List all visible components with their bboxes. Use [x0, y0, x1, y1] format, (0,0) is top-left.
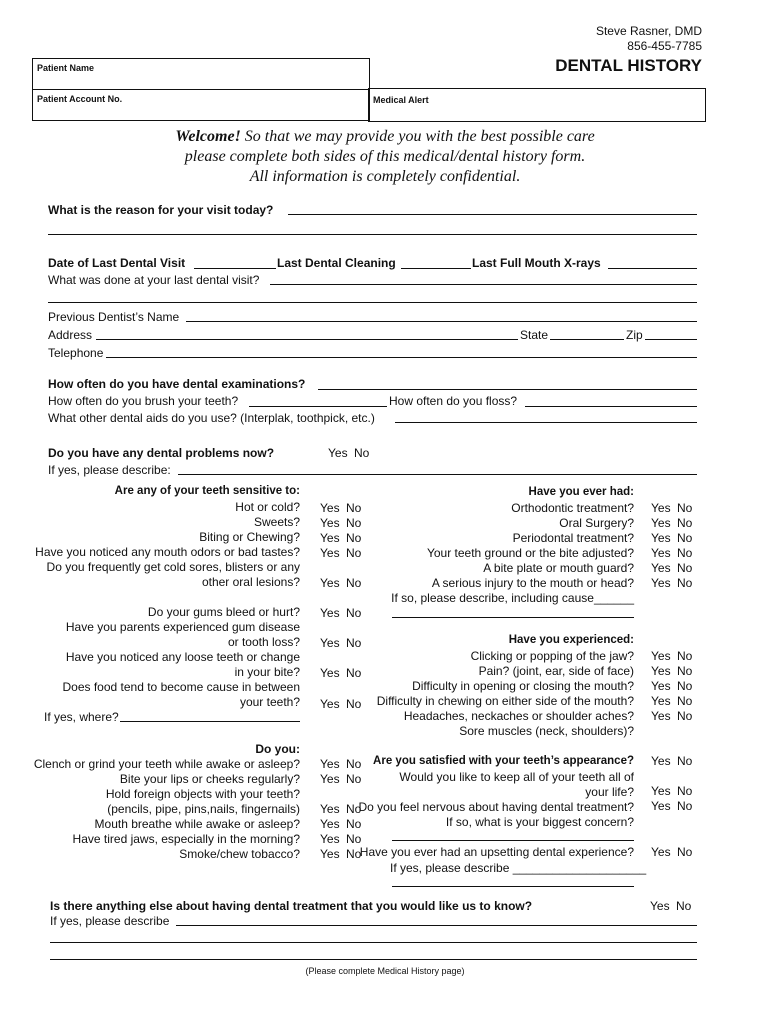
keep-yes[interactable]: Yes: [651, 784, 671, 798]
gums-no[interactable]: No: [346, 606, 362, 620]
address-line[interactable]: [96, 339, 518, 340]
perio-label: Periodontal treatment?: [512, 531, 634, 545]
welcome-text-1: So that we may provide you with the best possible care: [244, 128, 595, 145]
clench-no[interactable]: No: [346, 757, 362, 771]
loose-label-2: in your bite?: [234, 665, 300, 679]
concern-line[interactable]: [392, 840, 634, 841]
perio-no[interactable]: No: [677, 531, 693, 545]
upsetting-yes-no[interactable]: [651, 845, 703, 859]
injury-label: A serious injury to the mouth or head?: [431, 576, 634, 590]
brush-label: How often do you brush your teeth?: [48, 394, 239, 408]
food-yes[interactable]: Yes: [320, 697, 340, 711]
final-describe-line-1[interactable]: [176, 925, 697, 926]
experienced-title: Have you experienced:: [508, 634, 634, 646]
pain-no[interactable]: No: [677, 664, 693, 678]
patient-account-field[interactable]: [32, 88, 370, 121]
clicking-label: Clicking or popping of the jaw?: [470, 649, 634, 663]
breathe-yes-no[interactable]: [320, 817, 372, 831]
cause-line[interactable]: [392, 617, 634, 618]
bite-lips-label: Bite your lips or cheeks regularly?: [119, 772, 300, 786]
loose-yes-no[interactable]: [320, 666, 372, 680]
form-title: DENTAL HISTORY: [555, 56, 702, 75]
headaches-no[interactable]: No: [677, 709, 693, 723]
surgery-yes-no[interactable]: [651, 516, 703, 530]
gums-yes-no[interactable]: [320, 606, 372, 620]
nervous-label: Do you feel nervous about having dental treatment?: [358, 800, 634, 814]
hot-cold-yes[interactable]: Yes: [320, 501, 340, 515]
aids-line[interactable]: [395, 422, 697, 423]
had-title: Have you ever had:: [528, 486, 634, 498]
problems-no[interactable]: No: [354, 446, 370, 460]
foreign-no[interactable]: No: [346, 802, 362, 816]
doyou-title: Do you:: [255, 742, 300, 756]
ortho-no[interactable]: No: [677, 501, 693, 515]
odors-yes-no[interactable]: [320, 546, 372, 560]
guard-label: A bite plate or mouth guard?: [483, 561, 634, 575]
final-describe-line-2[interactable]: [50, 942, 697, 943]
headaches-yes[interactable]: Yes: [651, 709, 671, 723]
reason-label: What is the reason for your visit today?: [48, 203, 274, 217]
opening-yes[interactable]: Yes: [651, 679, 671, 693]
biting-label: Biting or Chewing?: [199, 530, 300, 544]
keep-label-2: your life?: [585, 785, 634, 799]
hot-cold-no[interactable]: No: [346, 501, 362, 515]
telephone-label: Telephone: [48, 346, 104, 360]
ground-yes[interactable]: Yes: [651, 546, 671, 560]
keep-no[interactable]: No: [677, 784, 693, 798]
gums-label: Do your gums bleed or hurt?: [147, 605, 300, 619]
patient-name-label: Patient Name: [37, 63, 95, 73]
smoke-no[interactable]: No: [346, 847, 362, 861]
concern-label: If so, what is your biggest concern?: [445, 815, 634, 829]
final-question-label: Is there anything else about having dental treatment that you would like us to know?: [50, 899, 533, 913]
tired-yes-no[interactable]: [320, 832, 372, 846]
opening-yes-no[interactable]: [651, 679, 703, 693]
exams-line[interactable]: [318, 389, 697, 390]
medical-alert-field[interactable]: [368, 88, 706, 122]
loose-label-1: Have you noticed any loose teeth or change: [65, 650, 300, 664]
tired-no[interactable]: No: [346, 832, 362, 846]
final-describe-line-3[interactable]: [50, 959, 697, 960]
injury-no[interactable]: No: [677, 576, 693, 590]
hot-cold-label: Hot or cold?: [235, 500, 300, 514]
chewing-label: Difficulty in chewing on either side of the mouth?: [376, 694, 634, 708]
reason-line-1[interactable]: [288, 214, 697, 215]
final-yes-no[interactable]: [650, 899, 702, 913]
food-label-2: your teeth?: [239, 695, 300, 709]
welcome-line-2: please complete both sides of this medical/dental history form.: [184, 148, 586, 165]
loose-no[interactable]: No: [346, 666, 362, 680]
clench-label: Clench or grind your teeth while awake or asleep?: [33, 757, 300, 771]
ground-no[interactable]: No: [677, 546, 693, 560]
satisfied-label: Are you satisfied with your teeth’s appearance?: [373, 755, 634, 767]
clicking-no[interactable]: No: [677, 649, 693, 663]
surgery-yes[interactable]: Yes: [651, 516, 671, 530]
state-line[interactable]: [550, 339, 624, 340]
what-done-line[interactable]: [270, 284, 697, 285]
satisfied-yes[interactable]: Yes: [651, 754, 671, 768]
breathe-label: Mouth breathe while awake or asleep?: [94, 817, 300, 831]
medical-alert-label: Medical Alert: [373, 95, 429, 105]
opening-label: Difficulty in opening or closing the mouth?: [412, 679, 634, 693]
footer-note: (Please complete Medical History page): [305, 966, 465, 976]
surgery-no[interactable]: No: [677, 516, 693, 530]
ortho-label: Orthodontic treatment?: [511, 501, 634, 515]
sores-yes-no[interactable]: [320, 576, 372, 590]
exams-label: How often do you have dental examinations?: [48, 377, 306, 391]
what-done-label: What was done at your last dental visit?: [48, 273, 260, 287]
tired-label: Have tired jaws, especially in the morning?: [72, 832, 300, 846]
guard-yes[interactable]: Yes: [651, 561, 671, 575]
clench-yes[interactable]: Yes: [320, 757, 340, 771]
sores-label-1: Do you frequently get cold sores, blisters or any: [46, 560, 300, 574]
last-cleaning-line[interactable]: [401, 268, 471, 269]
sores-yes[interactable]: Yes: [320, 576, 340, 590]
address-label: Address: [48, 328, 93, 342]
parents-yes[interactable]: Yes: [320, 636, 340, 650]
surgery-label: Oral Surgery?: [559, 516, 634, 530]
keep-label-1: Would you like to keep all of your teeth all of: [399, 770, 634, 784]
final-yes[interactable]: Yes: [650, 899, 670, 913]
foreign-yes[interactable]: Yes: [320, 802, 340, 816]
odors-label: Have you noticed any mouth odors or bad tastes?: [35, 545, 300, 559]
last-xrays-line[interactable]: [608, 268, 697, 269]
sweets-yes-no[interactable]: [320, 516, 372, 530]
parents-label-1: Have you parents experienced gum disease: [65, 620, 300, 634]
bite-lips-yes-no[interactable]: [320, 772, 372, 786]
odors-yes[interactable]: Yes: [320, 546, 340, 560]
where-line[interactable]: [120, 721, 300, 722]
guard-yes-no[interactable]: [651, 561, 703, 575]
brush-line[interactable]: [249, 406, 387, 407]
pain-yes[interactable]: Yes: [651, 664, 671, 678]
parents-no[interactable]: No: [346, 636, 362, 650]
welcome-line-1: [0, 127, 770, 146]
guard-no[interactable]: No: [677, 561, 693, 575]
biting-yes-no[interactable]: [320, 531, 372, 545]
ground-yes-no[interactable]: [651, 546, 703, 560]
sensitive-title: Are any of your teeth sensitive to:: [114, 485, 300, 497]
patient-account-label: Patient Account No.: [37, 94, 123, 104]
final-describe-label: If yes, please describe: [50, 914, 170, 928]
previous-dentist-label: Previous Dentist’s Name: [48, 310, 180, 324]
ortho-yes[interactable]: Yes: [651, 501, 671, 515]
food-yes-no[interactable]: [320, 697, 372, 711]
aids-label: What other dental aids do you use? (Interplak, toothpick, etc.): [48, 411, 375, 425]
what-done-line-2[interactable]: [48, 302, 697, 303]
nervous-yes-no[interactable]: [651, 799, 703, 813]
zip-label: Zip: [626, 328, 643, 342]
satisfied-no[interactable]: No: [677, 754, 693, 768]
last-cleaning-label: Last Dental Cleaning: [277, 256, 396, 270]
problems-yes[interactable]: Yes: [328, 446, 348, 460]
office-phone: 856-455-7785: [627, 39, 702, 53]
problems-yes-no[interactable]: [328, 446, 380, 460]
injury-yes[interactable]: Yes: [651, 576, 671, 590]
state-label: State: [520, 328, 549, 342]
foreign-label-2: (pencils, pipe, pins,nails, fingernails): [107, 802, 300, 816]
ground-label: Your teeth ground or the bite adjusted?: [426, 546, 634, 560]
last-xrays-label: Last Full Mouth X-rays: [472, 256, 601, 270]
last-visit-line[interactable]: [194, 268, 276, 269]
sores-label-2: other oral lesions?: [201, 575, 300, 589]
sore-label: Sore muscles (neck, shoulders)?: [459, 724, 634, 738]
bite-lips-no[interactable]: No: [346, 772, 362, 786]
chewing-no[interactable]: No: [677, 694, 693, 708]
clicking-yes[interactable]: Yes: [651, 649, 671, 663]
biting-yes[interactable]: Yes: [320, 531, 340, 545]
hot-cold-yes-no[interactable]: [320, 501, 372, 515]
breathe-yes[interactable]: Yes: [320, 817, 340, 831]
ortho-yes-no[interactable]: [651, 501, 703, 515]
tired-yes[interactable]: Yes: [320, 832, 340, 846]
doctor-name: Steve Rasner, DMD: [595, 24, 702, 38]
breathe-no[interactable]: No: [346, 817, 362, 831]
gums-yes[interactable]: Yes: [320, 606, 340, 620]
biting-no[interactable]: No: [346, 531, 362, 545]
parents-label-2: or tooth loss?: [227, 635, 300, 649]
welcome-line-3: All information is completely confidential.: [249, 168, 521, 185]
headaches-yes-no[interactable]: [651, 709, 703, 723]
nervous-no[interactable]: No: [677, 799, 693, 813]
bite-lips-yes[interactable]: Yes: [320, 772, 340, 786]
satisfied-yes-no[interactable]: [651, 754, 703, 768]
sweets-no[interactable]: No: [346, 516, 362, 530]
reason-line-2[interactable]: [48, 234, 697, 235]
patient-name-field[interactable]: [32, 58, 370, 90]
sweets-label: Sweets?: [253, 515, 300, 529]
upsetting-describe-label: If yes, please describe ____________________: [390, 861, 647, 875]
food-label-1: Does food tend to become cause in between: [62, 680, 300, 694]
final-no[interactable]: No: [676, 899, 692, 913]
cause-label: If so, please describe, including cause______: [391, 591, 634, 605]
headaches-label: Headaches, neckaches or shoulder aches?: [403, 709, 634, 723]
floss-label: How often do you floss?: [389, 394, 518, 408]
keep-yes-no[interactable]: [651, 784, 703, 798]
pain-yes-no[interactable]: [651, 664, 703, 678]
smoke-label: Smoke/chew tobacco?: [179, 847, 300, 861]
upsetting-label: Have you ever had an upsetting dental experience?: [359, 845, 634, 859]
loose-yes[interactable]: Yes: [320, 666, 340, 680]
chewing-yes-no[interactable]: [651, 694, 703, 708]
odors-no[interactable]: No: [346, 546, 362, 560]
perio-yes-no[interactable]: [651, 531, 703, 545]
floss-line[interactable]: [525, 406, 697, 407]
upsetting-describe-line[interactable]: [392, 886, 634, 887]
pain-label: Pain? (joint, ear, side of face): [478, 664, 634, 678]
welcome-bold: Welcome!: [175, 128, 241, 145]
clench-yes-no[interactable]: [320, 757, 372, 771]
foreign-label-1: Hold foreign objects with your teeth?: [105, 787, 300, 801]
chewing-yes[interactable]: Yes: [651, 694, 671, 708]
nervous-yes[interactable]: Yes: [651, 799, 671, 813]
sweets-yes[interactable]: Yes: [320, 516, 340, 530]
problems-describe-line[interactable]: [178, 474, 697, 475]
telephone-line[interactable]: [106, 357, 697, 358]
upsetting-yes[interactable]: Yes: [651, 845, 671, 859]
zip-line[interactable]: [645, 339, 697, 340]
upsetting-no[interactable]: No: [677, 845, 693, 859]
injury-yes-no[interactable]: [651, 576, 703, 590]
clicking-yes-no[interactable]: [651, 649, 703, 663]
previous-dentist-line[interactable]: [186, 321, 697, 322]
smoke-yes[interactable]: Yes: [320, 847, 340, 861]
problems-describe-label: If yes, please describe:: [48, 463, 171, 477]
last-visit-label: Date of Last Dental Visit: [48, 256, 186, 270]
opening-no[interactable]: No: [677, 679, 693, 693]
perio-yes[interactable]: Yes: [651, 531, 671, 545]
problems-label: Do you have any dental problems now?: [48, 446, 275, 460]
parents-yes-no[interactable]: [320, 636, 372, 650]
where-label: If yes, where?: [44, 710, 119, 724]
food-no[interactable]: No: [346, 697, 362, 711]
sores-no[interactable]: No: [346, 576, 362, 590]
